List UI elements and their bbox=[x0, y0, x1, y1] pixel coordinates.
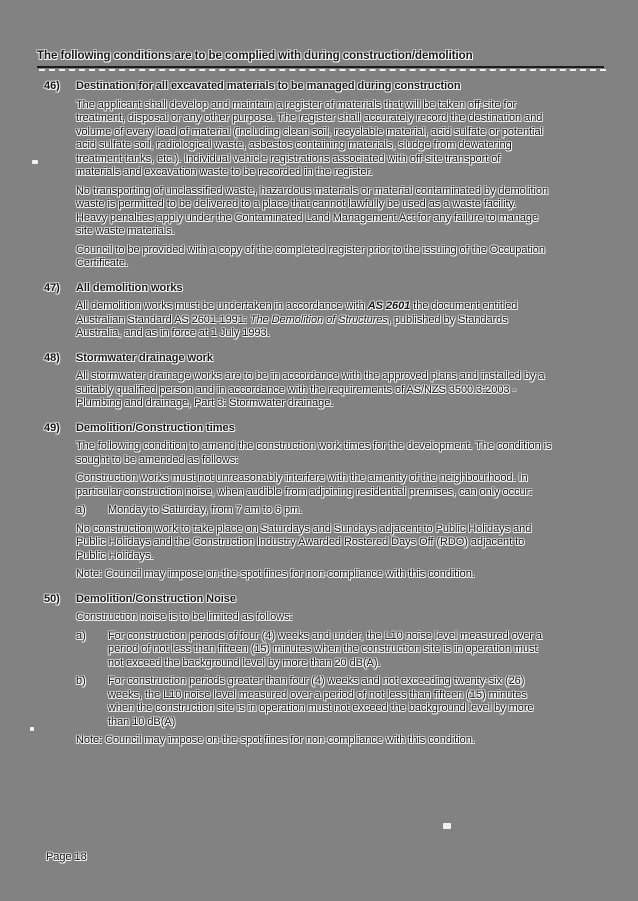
paragraph bbox=[76, 440, 638, 467]
paragraph bbox=[76, 244, 638, 271]
text-line bbox=[76, 314, 638, 328]
text-segment: All demolition works must be undertaken in accordance with bbox=[76, 300, 368, 312]
paragraph bbox=[76, 185, 638, 239]
text-line: For construction periods greater than four (4) weeks and not exceeding twenty-six (26) bbox=[108, 675, 525, 687]
text-line bbox=[76, 300, 638, 314]
scan-artifact bbox=[443, 823, 451, 829]
text-line: Plumbing and drainage, Part 3: Stormwater drainage. bbox=[76, 397, 334, 409]
text-line: not exceed the background level by more than 20 dB(A). bbox=[108, 656, 381, 669]
condition-item bbox=[44, 80, 638, 276]
list-item-lines bbox=[108, 504, 302, 518]
list-item bbox=[76, 630, 638, 671]
note-paragraph bbox=[76, 568, 638, 582]
text-line: Public Holidays and the Construction Industry Awarded Rostered Days Off (RDO) adjacent to bbox=[76, 536, 525, 548]
text-line: No transporting of unclassified waste, hazardous materials or material contaminated by demolition bbox=[76, 184, 549, 197]
text-line: volume of every load of material (including clean soil, recyclable material, acid sulfate or potential bbox=[76, 125, 543, 138]
list-item bbox=[76, 675, 638, 729]
text-line: sought to be amended as follows: bbox=[76, 453, 239, 466]
paragraph bbox=[76, 523, 638, 564]
heading-underline bbox=[37, 49, 604, 68]
list-item-letter: a) bbox=[76, 504, 86, 516]
list-item bbox=[76, 504, 638, 518]
paragraph bbox=[76, 370, 638, 411]
text-line: No construction work to take place on Saturdays and Sundays adjacent to Public Holidays and bbox=[76, 522, 532, 535]
text-line: treatment tanks, etc.). Individual vehicle registrations associated with off-site transport of bbox=[76, 152, 501, 165]
text-line: period of not less than fifteen (15) minutes when the construction site is in operation must bbox=[108, 643, 538, 655]
condition-title: Demolition/Construction times bbox=[76, 421, 235, 434]
condition-item bbox=[44, 593, 638, 753]
text-line: Monday to Saturday, from 7 am to 6 pm. bbox=[108, 504, 303, 516]
text-line: site waste materials. bbox=[76, 225, 175, 237]
condition-number: 50) bbox=[44, 592, 60, 605]
condition-body bbox=[76, 352, 638, 416]
text-line: weeks, the L10 noise level measured over a period of not less than fifteen (15) minutes bbox=[108, 688, 527, 701]
text-line: materials and excavation waste to be recorded in the register. bbox=[76, 166, 373, 178]
condition-body bbox=[76, 282, 638, 346]
paragraph bbox=[76, 611, 638, 625]
condition-item bbox=[44, 422, 638, 587]
text-line: particular construction noise, when audible from adjoining residential premises, can only occur: bbox=[76, 485, 533, 498]
paragraph bbox=[76, 300, 638, 341]
condition-number: 47) bbox=[44, 281, 60, 294]
text-line: Construction works must not unreasonably interfere with the amenity of the neighbourhood. In bbox=[76, 472, 528, 484]
condition-number: 46) bbox=[44, 80, 60, 92]
text-line: Note: Council may impose on-the-spot fines for non-compliance with this condition. bbox=[76, 568, 475, 580]
paragraph bbox=[76, 472, 638, 499]
text-line: Heavy penalties apply under the Contaminated Land Management Act for any failure to manage bbox=[76, 211, 539, 224]
text-line: All stormwater drainage works are to be in accordance with the approved plans and installed by a bbox=[76, 370, 545, 382]
text-line: than 10 dB(A) bbox=[108, 715, 176, 728]
text-line: when the construction site is in operation must not exceed the background level by more bbox=[108, 702, 534, 714]
condition-title: Demolition/Construction Noise bbox=[76, 592, 236, 605]
text-line: Council to be provided with a copy of the completed register prior to the issuing of the Occupation bbox=[76, 243, 545, 256]
condition-number: 49) bbox=[44, 421, 60, 434]
text-line: suitably qualified person and in accordance with the requirements of AS/NZS 3500.3:2003 - bbox=[76, 383, 517, 396]
text-line: acid sulfate soil, radiological waste, asbestos containing materials, sludge from dewatering bbox=[76, 139, 512, 151]
text-line: The following condition to amend the construction work times for the development. The condition is bbox=[76, 440, 552, 452]
text-line: For construction periods of four (4) weeks and under, the L10 noise level measured over a bbox=[108, 629, 542, 642]
scan-artifact bbox=[32, 160, 38, 164]
text-line: Note: Council may impose on-the-spot fines for non-compliance with this condition. bbox=[76, 734, 475, 746]
page-title: The following conditions are to be complied with during construction/demolition bbox=[37, 50, 473, 62]
list-item-letter: b) bbox=[76, 675, 86, 687]
condition-body bbox=[76, 593, 638, 753]
scan-artifact bbox=[30, 727, 34, 731]
text-segment: Australian Standard AS 2601-1991: bbox=[76, 313, 250, 326]
text-segment: , published by Standards bbox=[387, 313, 508, 326]
list-item-lines bbox=[108, 630, 542, 671]
condition-title: Stormwater drainage work bbox=[76, 351, 213, 364]
list-item-lines bbox=[108, 675, 534, 729]
text-line: Certificate. bbox=[76, 257, 128, 269]
note-paragraph bbox=[76, 734, 638, 748]
condition-item bbox=[44, 352, 638, 416]
condition-title: Destination for all excavated materials to be managed during construction bbox=[76, 80, 461, 92]
text-line: Public Holidays. bbox=[76, 549, 154, 562]
condition-number: 48) bbox=[44, 351, 60, 364]
condition-title: All demolition works bbox=[76, 281, 183, 294]
page-number: Page 18 bbox=[46, 851, 87, 863]
text-line: The applicant shall develop and maintain a register of materials that will be taken off-site for bbox=[76, 98, 517, 111]
list-item-letter: a) bbox=[76, 629, 86, 642]
styled-text-segment: The Demolition of Structures bbox=[249, 313, 388, 326]
paragraph bbox=[76, 99, 638, 180]
condition-body bbox=[76, 80, 638, 276]
text-line: treatment, disposal or any other purpose. The register shall accurately record the destination and bbox=[76, 112, 543, 124]
condition-item bbox=[44, 282, 638, 346]
text-line: Australia, and as in force at 1 July 1993. bbox=[76, 327, 270, 339]
condition-body bbox=[76, 422, 638, 587]
conditions-list bbox=[0, 74, 638, 753]
text-line: waste is permitted to be delivered to a place that cannot lawfully be used as a waste facility. bbox=[76, 198, 517, 210]
styled-text-segment: AS 2601 bbox=[367, 300, 411, 312]
text-line: Construction noise is to be limited as follows: bbox=[76, 611, 293, 623]
text-segment: the document entitled bbox=[410, 300, 518, 312]
